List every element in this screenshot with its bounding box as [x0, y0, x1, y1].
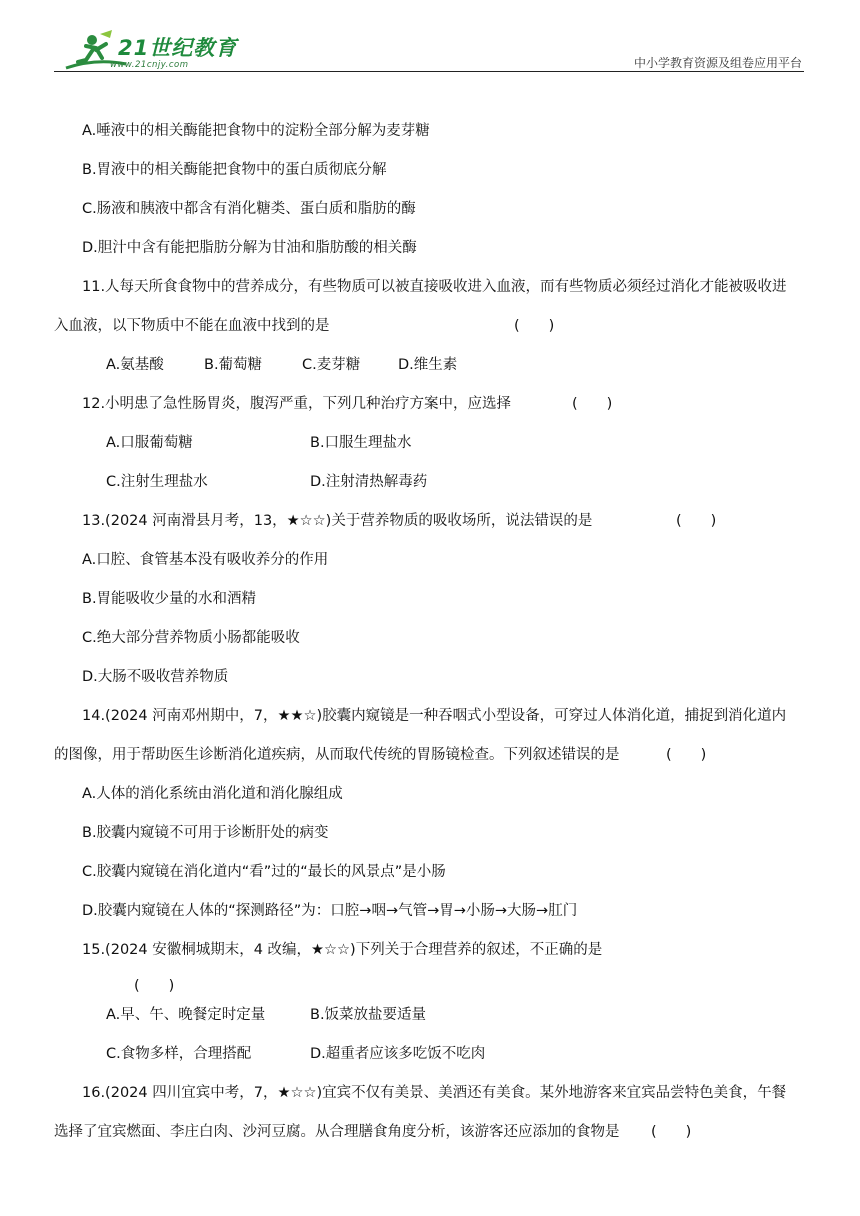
page-header	[0, 0, 860, 80]
platform-name: 中小学教育资源及组卷应用平台	[633, 56, 802, 70]
q15-answer-blank: ( )	[134, 978, 175, 994]
q15-option-d: D.超重者应该多吃饭不吃肉	[310, 1046, 486, 1062]
q13-option-a: A.口腔、食管基本没有吸收养分的作用	[82, 552, 329, 568]
q11-answer-blank: ( )	[514, 318, 555, 334]
q12-stem: 12.小明患了急性肠胃炎，腹泻严重，下列几种治疗方案中，应选择	[82, 396, 512, 412]
logo-url: www.21cnjy.com	[110, 60, 189, 70]
q15-option-a: A.早、午、晚餐定时定量	[106, 1007, 266, 1023]
header-divider	[54, 71, 804, 72]
q16-answer-blank: ( )	[651, 1124, 692, 1140]
q10-option-a: A.唾液中的相关酶能把食物中的淀粉全部分解为麦芽糖	[82, 123, 430, 139]
q16-stem-line1: 16.(2024 四川宜宾中考，7，★☆☆)宜宾不仅有美景、美酒还有美食。某外地游客来宜宾品尝特色美食，午餐	[82, 1085, 787, 1101]
q14-option-d: D.胶囊内窥镜在人体的“探测路径”为：口腔→咽→气管→胃→小肠→大肠→肛门	[82, 903, 578, 919]
q14-answer-blank: ( )	[666, 747, 707, 763]
q13-stem: 13.(2024 河南滑县月考，13，★☆☆)关于营养物质的吸收场所，说法错误的是	[82, 513, 593, 529]
q16-stem-line2: 选择了宜宾燃面、李庄白肉、沙河豆腐。从合理膳食角度分析，该游客还应添加的食物是	[54, 1124, 620, 1140]
q11-option-c: C.麦芽糖	[302, 357, 361, 373]
q12-option-a: A.口服葡萄糖	[106, 435, 193, 451]
q12-option-b: B.口服生理盐水	[310, 435, 412, 451]
q10-option-b: B.胃液中的相关酶能把食物中的蛋白质彻底分解	[82, 162, 387, 178]
q13-option-b: B.胃能吸收少量的水和酒精	[82, 591, 257, 607]
q12-option-c: C.注射生理盐水	[106, 474, 208, 490]
q13-answer-blank: ( )	[676, 513, 717, 529]
q11-option-b: B.葡萄糖	[204, 357, 263, 373]
q11-option-d: D.维生素	[398, 357, 458, 373]
q10-option-c: C.肠液和胰液中都含有消化糖类、蛋白质和脂肪的酶	[82, 201, 416, 217]
q11-stem-line2: 入血液，以下物质中不能在血液中找到的是	[54, 318, 330, 334]
q14-option-c: C.胶囊内窥镜在消化道内“看”过的“最长的风景点”是小肠	[82, 864, 446, 880]
q11-option-a: A.氨基酸	[106, 357, 164, 373]
q14-option-a: A.人体的消化系统由消化道和消化腺组成	[82, 786, 343, 802]
logo-text: 21世纪教育	[118, 36, 238, 60]
q13-option-c: C.绝大部分营养物质小肠都能吸收	[82, 630, 300, 646]
q12-option-d: D.注射清热解毒药	[310, 474, 428, 490]
q11-stem-line1: 11.人每天所食食物中的营养成分，有些物质可以被直接吸收进入血液，而有些物质必须经过消化才能被吸收进	[82, 279, 787, 295]
q14-stem-line1: 14.(2024 河南邓州期中，7，★★☆)胶囊内窥镜是一种吞咽式小型设备，可穿过人体消化道，捕捉到消化道内	[82, 708, 787, 724]
q14-option-b: B.胶囊内窥镜不可用于诊断肝处的病变	[82, 825, 329, 841]
q13-option-d: D.大肠不吸收营养物质	[82, 669, 229, 685]
q15-stem: 15.(2024 安徽桐城期末，4 改编，★☆☆)下列关于合理营养的叙述，不正确的是	[82, 942, 603, 958]
q10-option-d: D.胆汁中含有能把脂肪分解为甘油和脂肪酸的相关酶	[82, 240, 417, 256]
q15-option-c: C.食物多样，合理搭配	[106, 1046, 252, 1062]
q14-stem-line2: 的图像，用于帮助医生诊断消化道疾病，从而取代传统的胃肠镜检查。下列叙述错误的是	[54, 747, 620, 763]
q12-answer-blank: ( )	[572, 396, 613, 412]
q15-option-b: B.饭菜放盐要适量	[310, 1007, 427, 1023]
